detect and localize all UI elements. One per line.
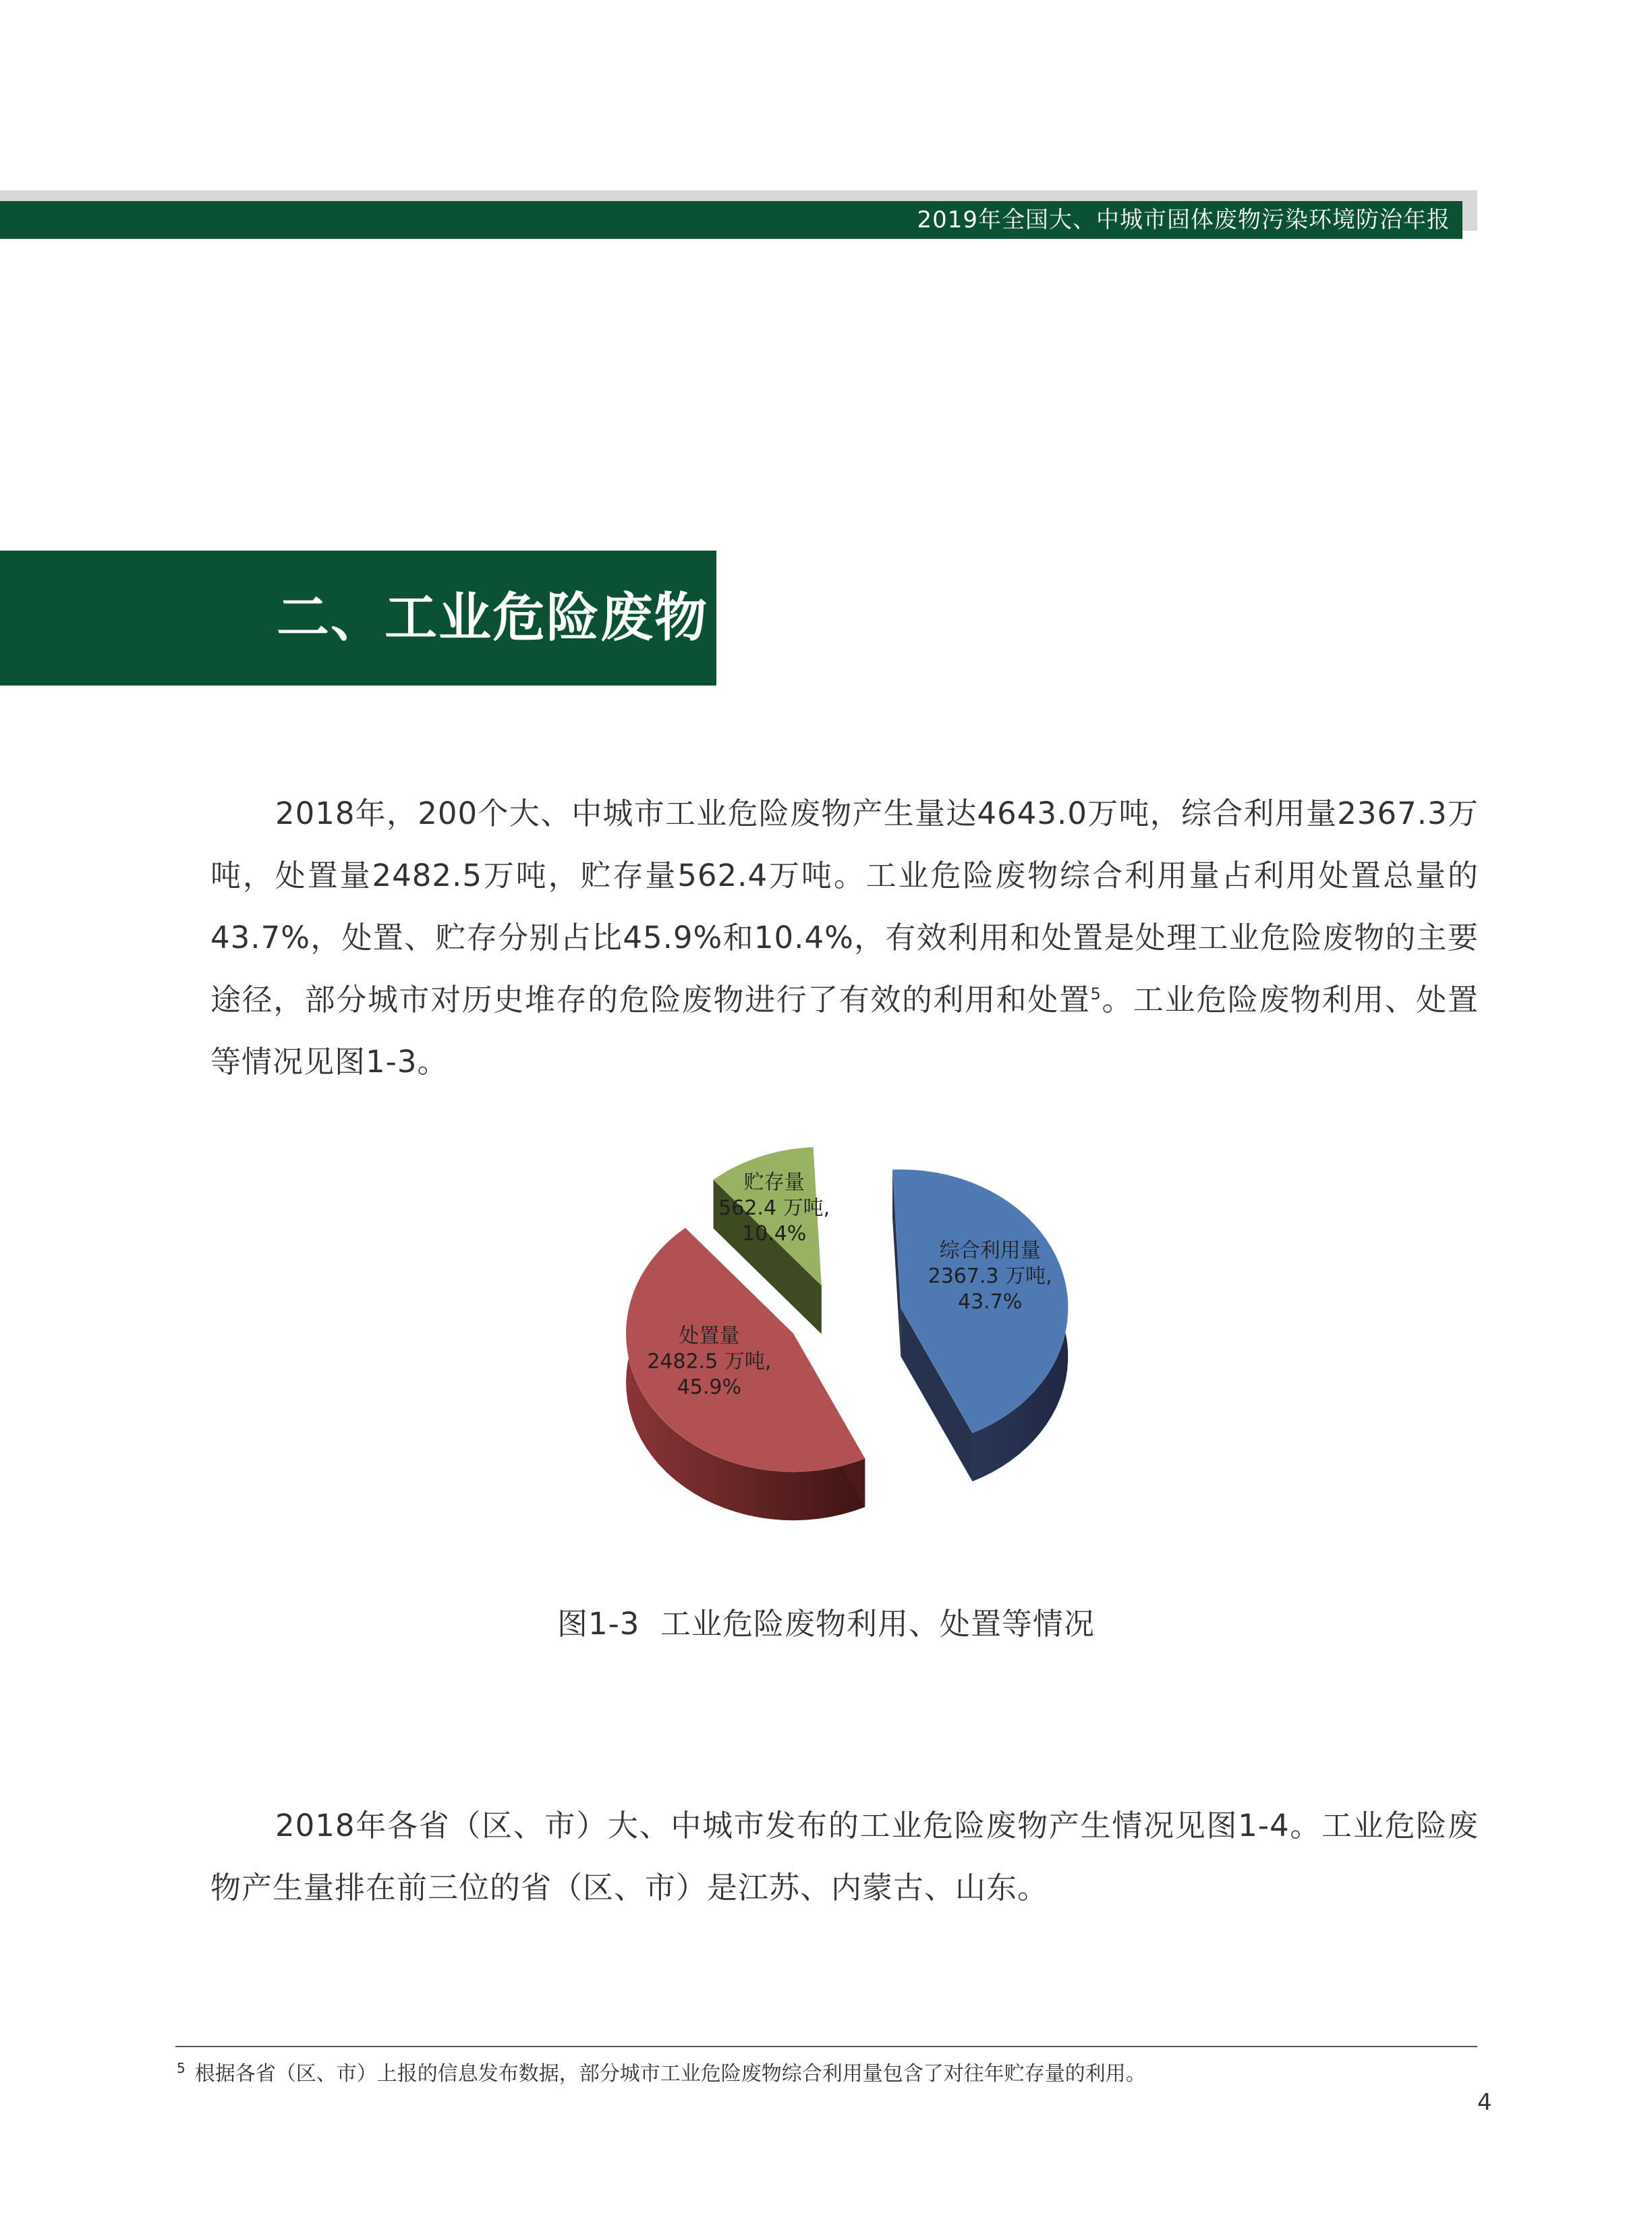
footnote-ref[interactable]: 5 bbox=[1090, 984, 1102, 1003]
section-title: 二、工业危险废物 bbox=[277, 588, 709, 648]
paragraph-1 bbox=[210, 783, 1479, 1093]
slice-label-line-0-0: 综合利用量 bbox=[939, 1238, 1041, 1262]
slice-label-line-0-2: 43.7% bbox=[957, 1289, 1023, 1314]
paragraph-2-text: 2018年各省（区、市）大、中城市发布的工业危险废物产生情况见图1-4。工业危险废物产生量排在前三位的省（区、市）是江苏、内蒙古、山东。 bbox=[210, 1808, 1479, 1905]
figure-caption: 图1-3 工业危险废物利用、处置等情况 bbox=[557, 1606, 1095, 1642]
slice-label-line-2-1: 562.4 万吨, bbox=[718, 1196, 830, 1221]
slice-label-line-2-2: 10.4% bbox=[742, 1222, 807, 1246]
slice-label-line-1-0: 处置量 bbox=[679, 1324, 740, 1348]
header-rule-end bbox=[1462, 190, 1477, 231]
running-header bbox=[0, 201, 1462, 239]
pie-chart bbox=[405, 1113, 1282, 1559]
running-header-title: 2019年全国大、中城市固体废物污染环境防治年报 bbox=[917, 206, 1450, 233]
footnote bbox=[177, 2057, 1146, 2086]
slice-label-line-1-2: 45.9% bbox=[677, 1375, 742, 1399]
footnote-mark: 5 bbox=[177, 2060, 186, 2076]
page-number: 4 bbox=[1477, 2089, 1492, 2116]
slice-label-line-1-1: 2482.5 万吨, bbox=[647, 1349, 772, 1374]
pie-chart-svg bbox=[405, 1113, 1282, 1559]
section-banner bbox=[0, 551, 716, 686]
paragraph-1-text-after: 。工业危险废物利用、处置等情况见图1-3。 bbox=[210, 982, 1479, 1080]
footnote-text: 根据各省（区、市）上报的信息发布数据，部分城市工业危险废物综合利用量包含了对往年贮存量的利用。 bbox=[194, 2062, 1146, 2086]
slice-label-line-2-0: 贮存量 bbox=[743, 1171, 805, 1195]
paragraph-1-text: 2018年，200个大、中城市工业危险废物产生量达4643.0万吨，综合利用量2367.3万吨，处置量2482.5万吨，贮存量562.4万吨。工业危险废物综合利用量占利用处置总量的43.7%，处置、贮存分别占比45.9%和10.4%，有效利用和处置是处理工业危险废物的主要途径，部分城市对历史堆存的危险废物进行了有效的利用和处置 bbox=[210, 796, 1479, 1018]
slice-label-line-0-1: 2367.3 万吨, bbox=[928, 1264, 1052, 1288]
footnote-divider bbox=[175, 2046, 1477, 2047]
paragraph-2 bbox=[210, 1795, 1479, 1919]
